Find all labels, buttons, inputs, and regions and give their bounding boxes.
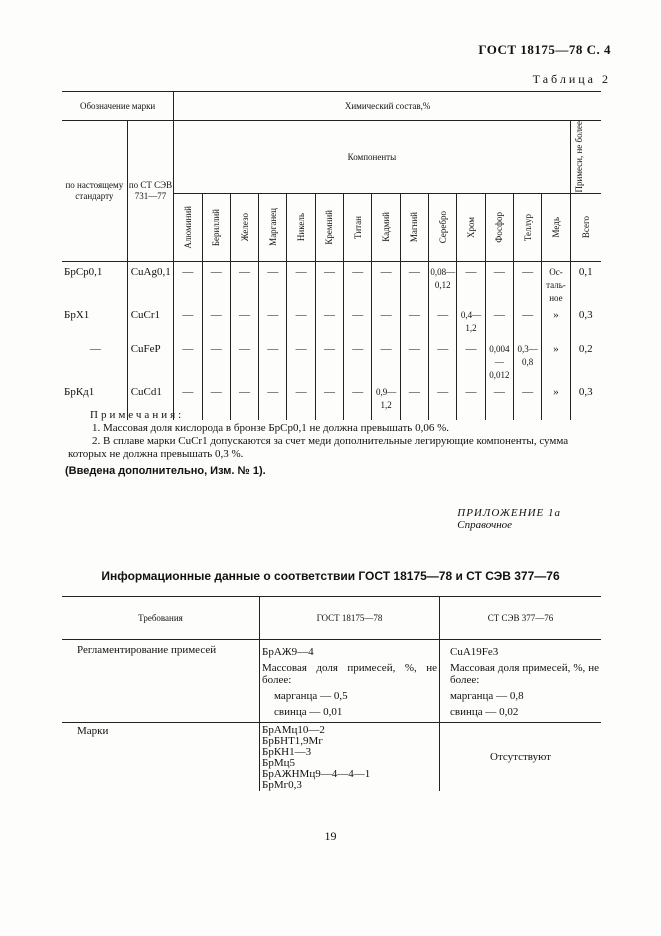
table-cell: 0,3 bbox=[578, 386, 593, 399]
table-cell: — bbox=[344, 305, 372, 339]
table-cell: — bbox=[457, 262, 485, 306]
element-header: Всего bbox=[580, 216, 591, 239]
grade-item: БрМг0,3 bbox=[262, 779, 302, 791]
row-impurities-gost bbox=[260, 640, 440, 723]
table-cell: — bbox=[230, 339, 258, 382]
table-cell: — bbox=[315, 382, 343, 420]
grade-sev: CuCd1 bbox=[127, 382, 174, 420]
gost-mn: марганца — 0,5 bbox=[274, 690, 348, 702]
col-gost-header: ГОСТ 18175—78 bbox=[260, 597, 440, 640]
table-cell: » bbox=[542, 382, 570, 420]
element-header: Фосфор bbox=[485, 193, 513, 261]
table-cell: — bbox=[230, 262, 258, 306]
table-cell: — bbox=[513, 262, 541, 306]
element-header: Серебро bbox=[429, 193, 457, 261]
composition-table bbox=[62, 91, 601, 420]
row-grades-gost bbox=[260, 723, 440, 792]
col-imp-header: Примеси, не более bbox=[570, 121, 601, 194]
table-cell: — bbox=[259, 262, 287, 306]
grade-current: БрХ1 bbox=[62, 305, 127, 339]
col-sev-header: СТ СЭВ 377—76 bbox=[440, 597, 602, 640]
table-cell: Ос- таль- ное bbox=[542, 262, 570, 306]
table-cell: — bbox=[485, 262, 513, 306]
element-header: Кадмий bbox=[372, 193, 400, 261]
table-row bbox=[62, 305, 601, 339]
notes-title: Примечания: bbox=[90, 409, 185, 421]
element-header: Теллур bbox=[513, 193, 541, 261]
appendix-sub: Справочное bbox=[457, 519, 513, 531]
table-cell: — bbox=[174, 262, 202, 306]
row-grades-sev: Отсутствуют bbox=[440, 723, 602, 792]
col-std2-header: по СТ СЭВ 731—77 bbox=[127, 121, 174, 262]
grade-sev: CuAg0,1 bbox=[127, 262, 174, 306]
table-cell: 0,3— 0,8 bbox=[513, 339, 541, 382]
element-header: Марганец bbox=[259, 193, 287, 261]
grade-item: БрБНТ1,9Мг bbox=[262, 735, 323, 747]
table-cell: — bbox=[202, 305, 230, 339]
grade-current: — bbox=[62, 339, 127, 382]
table-cell: — bbox=[174, 305, 202, 339]
sev-imp-text: Массовая доля примесей, %, не более: bbox=[450, 662, 599, 686]
notes-block bbox=[65, 409, 600, 478]
row-grades-label: Марки bbox=[62, 723, 260, 792]
table-cell: 0,08— 0,12 bbox=[429, 262, 457, 306]
grade-current: БрСр0,1 bbox=[62, 262, 127, 306]
table-cell: — bbox=[513, 382, 541, 420]
table-cell: 0,2 bbox=[578, 343, 593, 356]
element-header: Хром bbox=[457, 193, 485, 261]
col-comp-header: Компоненты bbox=[174, 121, 570, 194]
info-title: Информационные данные о соответствии ГОСТ 18175—78 и СТ СЭВ 377—76 bbox=[101, 569, 560, 583]
table-cell: — bbox=[400, 382, 428, 420]
table-cell: 0,4— 1,2 bbox=[457, 305, 485, 339]
table-cell: — bbox=[513, 305, 541, 339]
table-cell: — bbox=[429, 339, 457, 382]
appendix-label bbox=[457, 507, 561, 531]
table-cell: — bbox=[344, 382, 372, 420]
table-cell: — bbox=[315, 339, 343, 382]
amendment-note: (Введена дополнительно, Изм. № 1). bbox=[65, 465, 266, 477]
table-cell: 0,1 bbox=[578, 266, 593, 279]
appendix-title: ПРИЛОЖЕНИЕ 1а bbox=[457, 507, 561, 519]
table-cell: — bbox=[485, 382, 513, 420]
table-cell: » bbox=[542, 339, 570, 382]
element-header: Титан bbox=[344, 193, 372, 261]
element-header: Железо bbox=[230, 193, 258, 261]
table-cell: — bbox=[287, 339, 315, 382]
element-header: Кремний bbox=[315, 193, 343, 261]
table-cell: — bbox=[400, 262, 428, 306]
element-header: Никель bbox=[287, 193, 315, 261]
note-1: 1. Массовая доля кислорода в бронзе БрСр0,1 не должна превышать 0,06 %. bbox=[92, 422, 449, 434]
table-cell: — bbox=[230, 305, 258, 339]
table-cell: — bbox=[259, 339, 287, 382]
col-mark-header: Обозначение марки bbox=[62, 92, 174, 121]
table-cell: — bbox=[174, 382, 202, 420]
note-2: 2. В сплаве марки CuCr1 допускаются за счет меди дополнительные легирующие компоненты, сумма bbox=[92, 435, 569, 447]
table-cell: — bbox=[287, 382, 315, 420]
gost-grade: БрАЖ9—4 bbox=[262, 646, 314, 658]
table-cell: » bbox=[542, 305, 570, 339]
note-2-cont: которых не должна превышать 0,3 %. bbox=[68, 448, 244, 460]
table-cell: — bbox=[372, 339, 400, 382]
gost-pb: свинца — 0,01 bbox=[274, 706, 343, 718]
element-header: Бериллий bbox=[202, 193, 230, 261]
table-cell: — bbox=[259, 382, 287, 420]
table-row bbox=[62, 339, 601, 382]
table-cell: — bbox=[315, 305, 343, 339]
sev-mn: марганца — 0,8 bbox=[450, 690, 524, 702]
sev-grade: CuA19Fe3 bbox=[450, 646, 499, 658]
table-cell: — bbox=[400, 339, 428, 382]
table-cell: — bbox=[372, 305, 400, 339]
table-cell: — bbox=[202, 382, 230, 420]
grade-current: БрКд1 bbox=[62, 382, 127, 420]
table-cell: — bbox=[287, 305, 315, 339]
col-chem-header: Химический состав,% bbox=[174, 92, 601, 121]
correspondence-table bbox=[62, 596, 601, 791]
table-cell: — bbox=[485, 305, 513, 339]
sev-pb: свинца — 0,02 bbox=[450, 706, 519, 718]
table-cell: — bbox=[372, 262, 400, 306]
table-cell: — bbox=[174, 339, 202, 382]
table-cell: — bbox=[344, 262, 372, 306]
table-cell: — bbox=[315, 262, 343, 306]
col-std1-header: по настоящему стандарту bbox=[62, 121, 127, 262]
page-header: ГОСТ 18175—78 С. 4 bbox=[478, 42, 611, 57]
gost-imp-text: Массовая доля примесей, %, не более: bbox=[262, 662, 437, 686]
table-cell: 0,004— 0,012 bbox=[485, 339, 513, 382]
table-cell: — bbox=[202, 339, 230, 382]
table-cell: — bbox=[230, 382, 258, 420]
grade-sev: CuFeP bbox=[127, 339, 174, 382]
element-header: Алюминий bbox=[174, 193, 202, 261]
table-cell: — bbox=[429, 305, 457, 339]
grade-sev: CuCr1 bbox=[127, 305, 174, 339]
table-cell: — bbox=[259, 305, 287, 339]
table-row bbox=[62, 262, 601, 306]
grade-item: БрАМц10—2 bbox=[262, 724, 325, 736]
table-cell: — bbox=[344, 339, 372, 382]
table-cell: — bbox=[287, 262, 315, 306]
table-cell: 0,3 bbox=[578, 309, 593, 322]
row-impurities-sev bbox=[440, 640, 602, 723]
grade-item: БрМц5 bbox=[262, 757, 295, 769]
row-impurities-label: Регламентирование примесей bbox=[62, 640, 260, 723]
table-cell: — bbox=[202, 262, 230, 306]
grade-item: БрАЖНМц9—4—4—1 bbox=[262, 768, 371, 780]
page-number: 19 bbox=[324, 829, 337, 843]
table-cell: — bbox=[429, 382, 457, 420]
table-cell: — bbox=[457, 339, 485, 382]
table-label: Таблица 2 bbox=[532, 72, 611, 86]
grade-item: БрКН1—3 bbox=[262, 746, 312, 758]
col-req-header: Требования bbox=[62, 597, 260, 640]
table-cell: — bbox=[400, 305, 428, 339]
element-header: Магний bbox=[400, 193, 428, 261]
table-cell: 0,9— 1,2 bbox=[372, 382, 400, 420]
table-cell: — bbox=[457, 382, 485, 420]
element-header: Медь bbox=[542, 193, 570, 261]
